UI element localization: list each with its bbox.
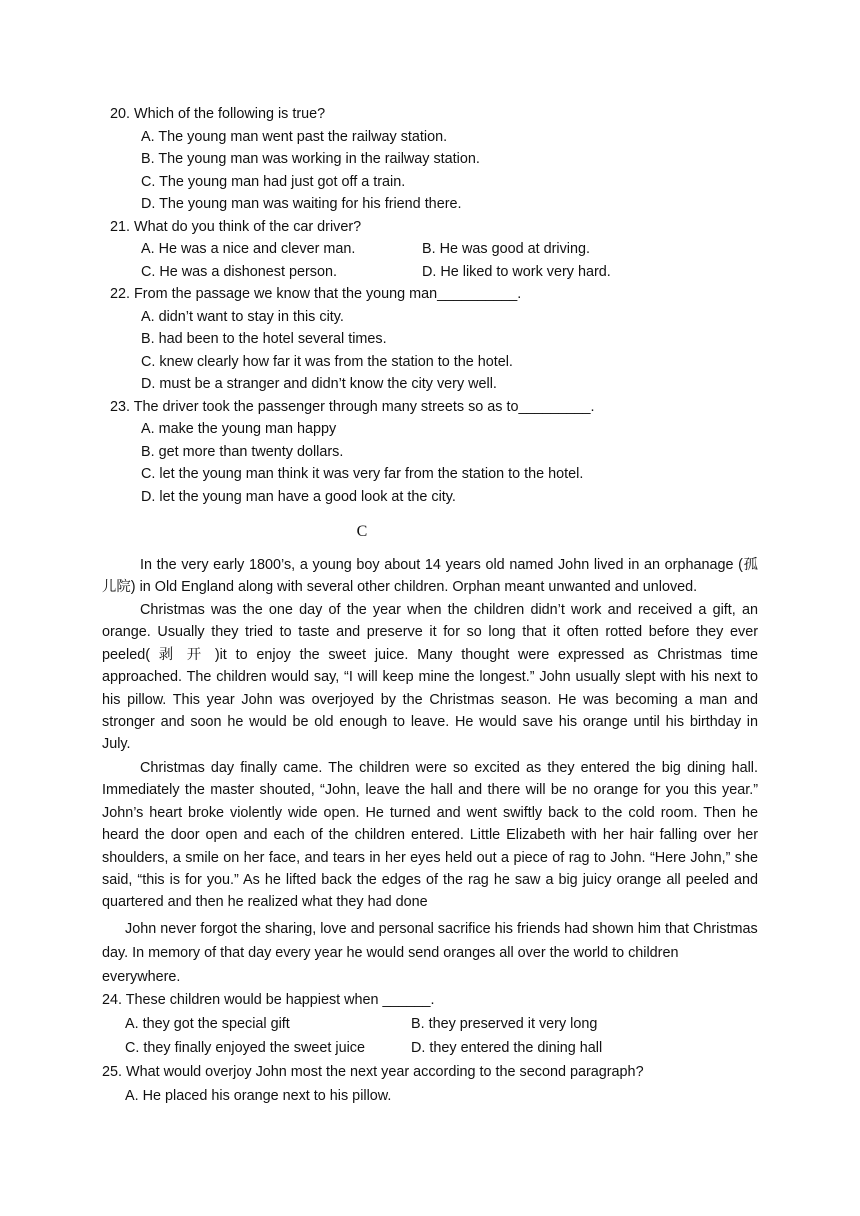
section-heading: C	[356, 523, 368, 540]
question-20-option-d: D. The young man was waiting for his friend there.	[141, 196, 462, 212]
question-22-option-d: D. must be a stranger and didn’t know the city very well.	[141, 376, 497, 392]
question-24-option-a: A. they got the special gift	[125, 1016, 290, 1032]
question-22-option-a: A. didn’t want to stay in this city.	[141, 309, 344, 325]
question-25-option-a: A. He placed his orange next to his pillow.	[125, 1088, 392, 1104]
question-21-option-d: D. He liked to work very hard.	[422, 264, 611, 280]
passage-paragraph-4: John never forgot the sharing, love and personal sacrifice his friends had shown him that Christmas day. In memory of that day every year he would send oranges all over the world to children everywhere.	[102, 921, 758, 985]
question-21-stem: 21. What do you think of the car driver?	[110, 219, 362, 235]
question-25-stem: 25. What would overjoy John most the next year according to the second paragraph?	[102, 1064, 644, 1080]
question-22-option-c: C. knew clearly how far it was from the station to the hotel.	[141, 354, 513, 370]
question-22-option-b: B. had been to the hotel several times.	[141, 331, 387, 347]
passage-paragraph-2: Christmas was the one day of the year when the children didn’t work and received a gift, an orange. Usually they tried to taste and preserve it for so long that it often rotted before they ever peeled( 剥 开 )it to enjoy the sweet juice. Many thought were expressed as Christmas time approached. The children would say, “I will keep mine the longest.” John usually slept with his next to his pillow. This year John was overjoyed by the Christmas season. He was becoming a man and stronger and soon he would be old enough to leave. He would save his orange until his birthday in July.	[102, 602, 758, 753]
question-23-option-b: B. get more than twenty dollars.	[141, 444, 344, 460]
question-24-option-c: C. they finally enjoyed the sweet juice	[125, 1040, 365, 1056]
question-21-option-a: A. He was a nice and clever man.	[141, 241, 356, 257]
question-21-option-b: B. He was good at driving.	[422, 241, 590, 257]
question-24-stem: 24. These children would be happiest when ______.	[102, 992, 435, 1008]
question-23-stem: 23. The driver took the passenger through many streets so as to_________.	[110, 399, 595, 415]
question-23-option-d: D. let the young man have a good look at the city.	[141, 489, 456, 505]
question-23-option-c: C. let the young man think it was very far from the station to the hotel.	[141, 466, 584, 482]
question-23-option-a: A. make the young man happy	[141, 421, 337, 437]
question-20-option-a: A. The young man went past the railway station.	[141, 129, 448, 145]
passage-paragraph-1: In the very early 1800’s, a young boy about 14 years old named John lived in an orphanage (孤儿院) in Old England along with several other children. Orphan meant unwanted and unloved.	[102, 557, 758, 596]
question-20-option-b: B. The young man was working in the railway station.	[141, 151, 480, 167]
question-24-option-b: B. they preserved it very long	[411, 1016, 598, 1032]
question-24-option-d: D. they entered the dining hall	[411, 1040, 603, 1056]
question-22-stem: 22. From the passage we know that the young man__________.	[110, 286, 522, 302]
passage-paragraph-3: Christmas day finally came. The children were so excited as they entered the big dining hall. Immediately the master shouted, “John, leave the hall and there will be no orange for you this year.” John’s heart broke violently wide open. He turned and went swiftly back to the cold room. Then he heard the door open and each of the children entered. Little Elizabeth with her hair falling over her shoulders, a smile on her face, and tears in her eyes held out a piece of rag to John. “Here John,” she said, “this is for you.” As he lifted back the edges of the rag he saw a big juicy orange all peeled and quartered and then he realized what they had done	[102, 760, 758, 911]
question-20-stem: 20. Which of the following is true?	[110, 106, 326, 122]
question-21-option-c: C. He was a dishonest person.	[141, 264, 337, 280]
question-20-option-c: C. The young man had just got off a train.	[141, 174, 406, 190]
